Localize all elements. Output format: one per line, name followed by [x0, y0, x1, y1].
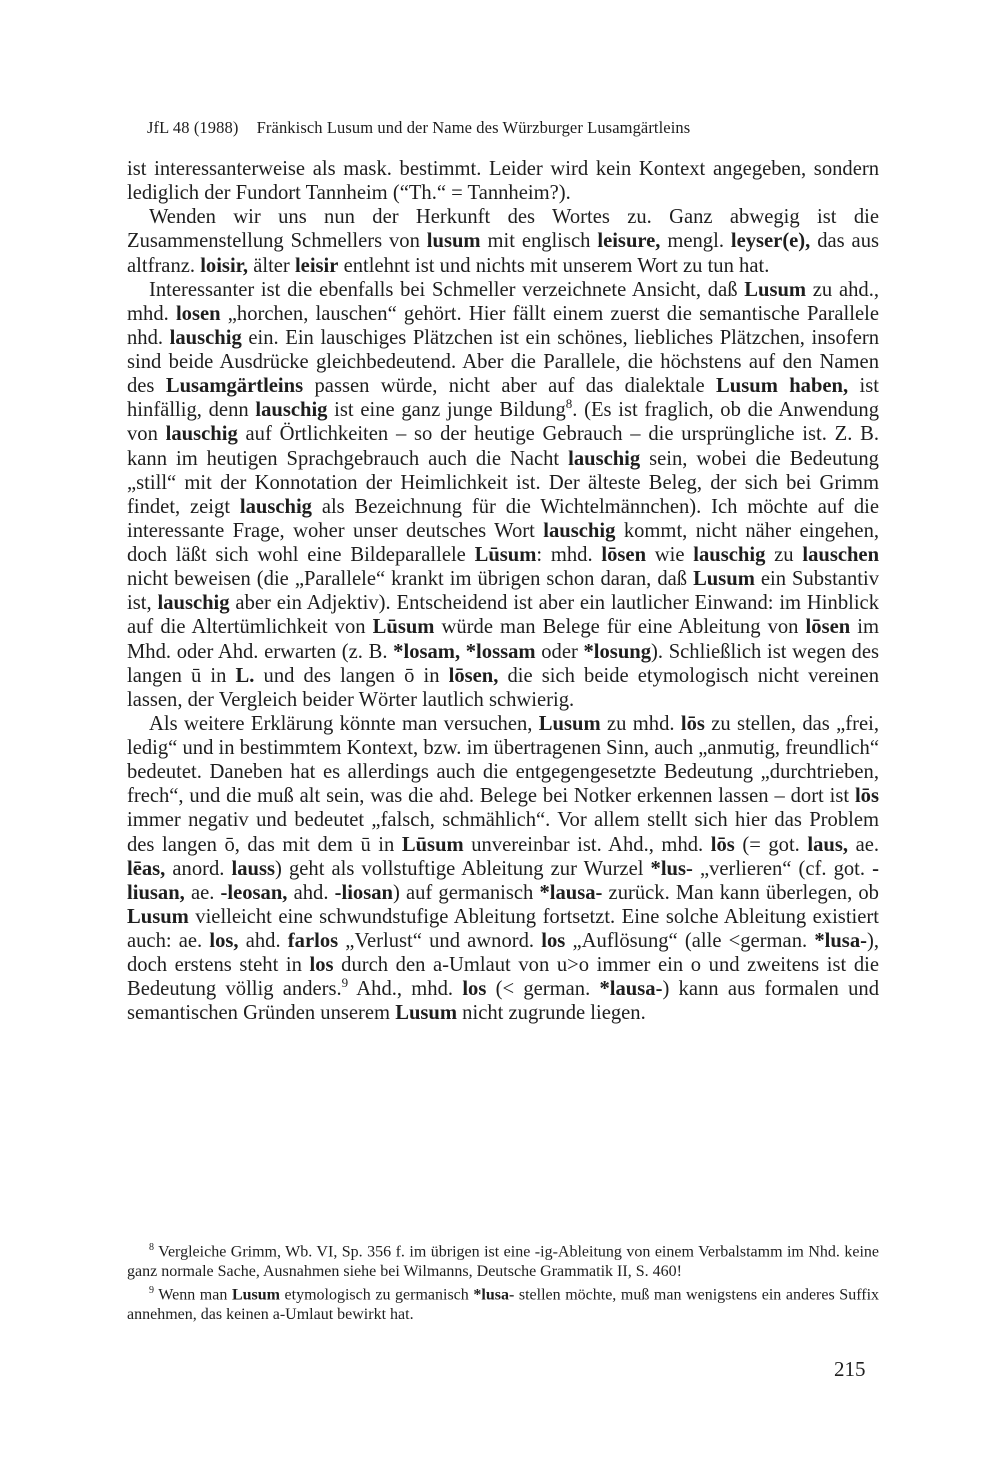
- bold-term: leyser(e),: [730, 230, 811, 253]
- text-run: ) geht als vollstuftige Ableitung zur Wurzel: [275, 857, 651, 880]
- text-run: ist hinfällig, denn: [127, 375, 880, 422]
- text-run: ein Substantiv ist,: [127, 568, 879, 615]
- text-run: im Mhd. oder Ahd. erwarten (z. B.: [127, 616, 880, 663]
- journal-reference: JfL 48 (1988): [147, 118, 239, 137]
- bold-term: *losung: [583, 640, 652, 663]
- text-run: „verlieren“ (cf. got.: [692, 857, 873, 880]
- text-run: auf Örtlichkeiten – so der heutige Gebrauch – die ursprüngliche ist. Z. B. kann im heutigen Sprachgebrauch auch die Nacht: [127, 423, 879, 470]
- bold-term: Lusum: [127, 905, 189, 928]
- bold-term: *lus-: [650, 857, 693, 880]
- text-run: anord.: [165, 857, 232, 880]
- text-run: und des langen ō in: [254, 664, 449, 687]
- bold-term: lauschig: [157, 592, 230, 615]
- text-run: nicht zugrunde liegen.: [457, 1002, 646, 1025]
- text-run: Interessanter ist die ebenfalls bei Schmeller verzeichnete Ansicht, daß: [149, 278, 745, 301]
- bold-term: *losam, *lossam: [393, 640, 536, 663]
- footnote-number: 9: [149, 1285, 154, 1297]
- running-header: [147, 118, 847, 138]
- text-run: Ahd., mhd.: [348, 978, 463, 1001]
- bold-term: lōs: [710, 833, 735, 856]
- bold-term: Lūsum: [474, 544, 537, 566]
- text-run: ahd.: [238, 930, 288, 952]
- bold-term: lauschig: [239, 495, 312, 518]
- text-run: ) auf germanisch: [392, 881, 540, 904]
- bold-term: -leosan,: [220, 881, 288, 904]
- text-run: unvereinbar ist. Ahd., mhd.: [463, 833, 711, 856]
- text-run: „Verlust“ und awnord.: [338, 930, 542, 952]
- text-run: mit englisch: [480, 230, 598, 253]
- bold-term: los,: [209, 930, 239, 952]
- bold-term: losen: [175, 302, 221, 325]
- text-run: sein, wobei die Bedeutung „still“ mit der Konnotation der Heimlichkeit ist. Der älteste Beleg, der sich bei Grimm findet, zeigt: [127, 447, 879, 518]
- footnotes: [127, 1238, 879, 1325]
- bold-term: lauss: [231, 857, 276, 880]
- bold-term: loisir,: [200, 254, 249, 277]
- footnote: [127, 1281, 879, 1324]
- bold-term: lōsen: [601, 544, 647, 566]
- text-run: Wenn man: [154, 1286, 232, 1304]
- paragraph: [127, 278, 879, 712]
- text-run: passen würde, nicht aber auf das dialektale: [303, 375, 717, 398]
- text-run: stellen möchte, muß man wenigstens ein anderes Suffix annehmen, das keinen a-Umlaut bewirkt hat.: [127, 1286, 880, 1324]
- text-run: etymologisch zu germanisch: [279, 1286, 474, 1304]
- paragraph: [127, 712, 879, 1026]
- bold-term: -liusan,: [127, 857, 879, 904]
- bold-term: leisir: [294, 254, 339, 277]
- bold-term: -liosan: [334, 881, 393, 904]
- text-run: Als weitere Erklärung könnte man versuchen,: [149, 712, 539, 735]
- text-run: ist eine ganz junge Bildung: [327, 399, 566, 422]
- bold-term: lauschig: [169, 326, 242, 349]
- bold-term: Lusum haben,: [716, 375, 849, 398]
- bold-term: Lusamgärtleins: [165, 375, 304, 398]
- bold-term: lēas,: [127, 857, 166, 880]
- paragraph: [127, 157, 879, 205]
- bold-term: farlos: [287, 930, 339, 952]
- text-run: nicht beweisen (die „Parallele“ krankt im übrigen schon daran, daß: [127, 568, 694, 591]
- text-run: als Bezeichnung für die Wichtelmännchen). Ich möchte auf die interessante Frage, woher unser deutsches Wort: [127, 495, 879, 542]
- text-run: oder: [535, 640, 584, 663]
- text-run: ist interessanterweise als mask. bestimmt. Leider wird kein Kontext angegeben, sondern lediglich der Fundort Tannheim (“Th.“ = Tannheim?).: [127, 158, 879, 205]
- bold-term: lōs: [680, 712, 705, 735]
- bold-term: lauschig: [693, 544, 766, 566]
- body-text: [127, 157, 879, 1026]
- bold-term: Lūsum: [372, 616, 435, 639]
- text-run: ae.: [848, 833, 879, 856]
- text-run: zu: [765, 544, 803, 566]
- bold-term: lōs: [854, 785, 879, 808]
- text-run: „horchen, lauschen“ gehört. Hier fällt einem zuerst die semantische Parallele nhd.: [127, 302, 879, 349]
- text-run: : mhd.: [536, 544, 602, 566]
- text-run: die sich beide etymologisch nicht vereinen lassen, der Vergleich beider Wörter lautlich schwierig.: [127, 664, 879, 711]
- text-run: mengl.: [660, 230, 731, 253]
- text-run: ) kann aus formalen und semantischen Gründen unserem: [127, 978, 879, 1025]
- text-run: zurück. Man kann überlegen, ob: [602, 881, 879, 904]
- bold-term: Lusum: [395, 1002, 458, 1025]
- bold-term: los: [462, 978, 487, 1001]
- bold-term: Lusum: [538, 712, 601, 735]
- bold-term: *lusa-: [473, 1286, 515, 1304]
- bold-term: *lausa-: [539, 881, 603, 904]
- text-run: (= got.: [734, 833, 808, 856]
- text-run: ). Schließlich ist wegen des langen ū in: [127, 640, 879, 687]
- paragraph: [127, 205, 879, 277]
- bold-term: lōsen,: [448, 664, 499, 687]
- text-run: ae.: [184, 881, 221, 904]
- bold-term: *lausa-: [599, 978, 663, 1001]
- bold-term: Lusum: [231, 1286, 280, 1304]
- bold-term: laus,: [807, 833, 849, 856]
- text-run: zu stellen, das „frei, ledig“ und in bestimmtem Kontext, bzw. im übertragenen Sinn, auch „anmutig, freundlich“ bedeutet. Daneben hat es allerdings auch die entgegengesetzte Bedeutung „durchtrieben, frech“, und die muß alt sein, was die ahd. Belege bei Notker erkennen lassen – dort ist: [127, 712, 879, 808]
- text-run: . (Es ist fraglich, ob die Anwendung von: [127, 399, 879, 446]
- footnote-ref: 9: [341, 975, 349, 991]
- text-run: aber ein Adjektiv). Entscheidend ist aber ein lautlicher Einwand: im Hinblick auf die Altertümlichkeit von: [127, 592, 879, 639]
- text-run: Wenden wir uns nun der Herkunft des Wortes zu. Ganz abwegig ist die Zusammenstellung Schmellers von: [127, 206, 879, 253]
- text-run: (< german.: [486, 978, 600, 1001]
- bold-term: lauschig: [165, 423, 238, 446]
- footnote: [127, 1238, 879, 1281]
- bold-term: lauschig: [255, 399, 328, 422]
- text-run: zu ahd., mhd.: [127, 278, 879, 325]
- text-run: ), doch erstens steht in: [127, 930, 879, 977]
- bold-term: Lusum: [693, 568, 755, 591]
- text-run: würde man Belege für eine Ableitung von: [434, 616, 806, 639]
- footnote-ref: 8: [565, 396, 573, 412]
- article-title: Fränkisch Lusum und der Name des Würzburger Lusamgärtleins: [256, 118, 691, 137]
- bold-term: lauschig: [543, 519, 616, 542]
- text-run: zu mhd.: [600, 712, 681, 735]
- text-run: das aus altfranz.: [127, 230, 880, 277]
- bold-term: Lusum: [744, 278, 807, 301]
- bold-term: lusum: [426, 230, 481, 253]
- bold-term: leisure,: [597, 230, 661, 253]
- bold-term: L.: [235, 664, 255, 687]
- bold-term: los: [541, 930, 566, 952]
- text-run: älter: [248, 254, 295, 277]
- text-run: Vergleiche Grimm, Wb. VI, Sp. 356 f. im übrigen ist eine -ig-Ableitung von einem Verbalstamm im Nhd. keine ganz normale Sache, Ausnahmen siehe bei Wilmanns, Deutsche Grammatik II, S. 460!: [127, 1243, 879, 1280]
- text-run: vielleicht eine schwundstufige Ableitung fortsetzt. Eine solche Ableitung existiert auch: ae.: [127, 905, 879, 952]
- bold-term: lauschig: [568, 447, 641, 470]
- text-run: ahd.: [287, 881, 335, 904]
- text-run: ein. Ein lauschiges Plätzchen ist ein schönes, liebliches Plätzchen, insofern sind beide Ausdrücke gleichbedeutend. Aber die Parallele, die höchstens auf den Namen des: [127, 326, 880, 398]
- page-number: 215: [834, 1357, 866, 1381]
- bold-term: lōsen: [805, 616, 851, 639]
- bold-term: Lūsum: [401, 833, 464, 856]
- text-run: durch den a-Umlaut von u>o immer ein o und zweitens ist die Bedeutung völlig anders.: [127, 954, 879, 1001]
- footnote-number: 8: [149, 1242, 154, 1253]
- text-run: kommt, nicht näher eingehen, doch läßt sich wohl eine Bildeparallele: [127, 519, 880, 566]
- bold-term: *lusa-: [814, 930, 867, 952]
- text-run: wie: [646, 544, 694, 566]
- bold-term: lauschen: [802, 544, 880, 566]
- text-run: „Auflösung“ (alle <german.: [565, 930, 815, 952]
- bold-term: los: [309, 954, 334, 977]
- text-run: immer negativ und bedeutet „falsch, schmählich“. Vor allem stellt sich hier das Problem des langen ō, das mit dem ū in: [127, 809, 879, 856]
- text-run: entlehnt ist und nichts mit unserem Wort zu tun hat.: [338, 254, 770, 277]
